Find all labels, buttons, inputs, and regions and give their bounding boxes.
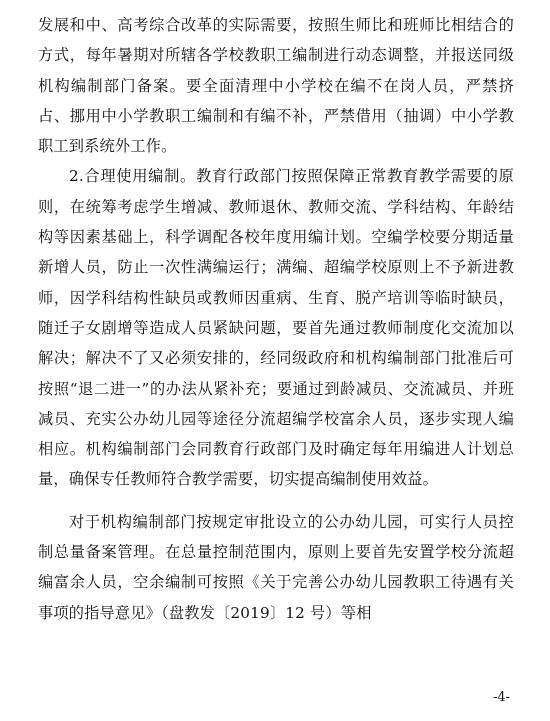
paragraph-public-kindergartens: 对于机构编制部门按规定审批设立的公办幼儿园，可实行人员控制总量备案管理。在总量控制范围内，原则上要首先安置学校分流超编富余人员，空余编制可按照《关于完善公办幼儿园教职工待遇有关事项的指导意见》（盘教发〔2019〕12 号）等相 <box>38 512 514 622</box>
page-number: -4- <box>492 690 510 705</box>
paragraph-continuation: 发展和中、高考综合改革的实际需要，按照生师比和班师比相结合的方式，每年暑期对所辖各学校教职工编制进行动态调整，并报送同级机构编制部门备案。要全面清理中小学校在编不在岗人员，严禁挤占、挪用中小学教职工编制和有编不补，严禁借用（抽调）中小学教职工到系统外工作。 <box>38 16 514 156</box>
document-body <box>38 10 514 628</box>
paragraph-rational-use-of-staffing: 2.合理使用编制。教育行政部门按照保障正常教育教学需要的原则，在统筹考虑学生增减、教师退休、教师交流、学科结构、年龄结构等因素基础上，科学调配各校年度用编计划。空编学校要分期适量新增人员，防止一次性满编运行；满编、超编学校原则上不予新进教师，因学科结构性缺员或教师因重病、生育、脱产培训等临时缺员，随迁子女剧增等造成人员紧缺问题，要首先通过教师制度化交流加以解决；解决不了又必须安排的，经同级政府和机构编制部门批准后可按照“退二进一”的办法从紧补充；要通过到龄减员、交流减员、并班减员、充实公办幼儿园等途径分流超编学校富余人员，逐步实现人编相应。机构编制部门会同教育行政部门及时确定每年用编进人计划总量，确保专任教师符合教学需要，切实提高编制使用效益。 <box>38 167 514 489</box>
